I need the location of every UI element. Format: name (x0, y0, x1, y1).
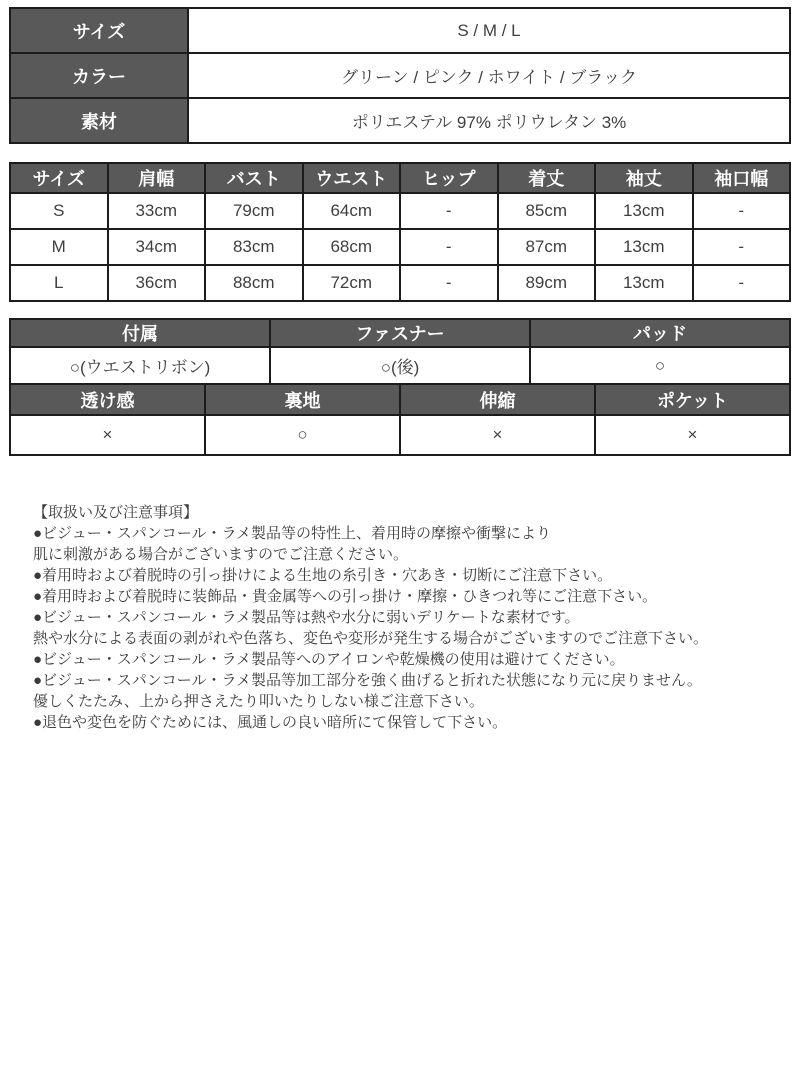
spec-row-label: 素材 (10, 98, 188, 143)
size-cell: 72cm (303, 265, 401, 301)
table-row (10, 53, 790, 98)
table-header-row (10, 319, 790, 347)
feature-header: ファスナー (270, 319, 530, 347)
care-notes (33, 502, 800, 733)
feature-header: 付属 (10, 319, 270, 347)
care-note-line: ●ビジュー・スパンコール・ラメ製品等は熱や水分に弱いデリケートな素材です。 (33, 609, 580, 626)
size-cell: 64cm (303, 193, 401, 229)
detail-value: × (400, 415, 595, 455)
table-row (10, 415, 790, 455)
spec-row-label: カラー (10, 53, 188, 98)
table-row (10, 193, 790, 229)
size-cell: - (400, 265, 498, 301)
table-row (10, 347, 790, 384)
size-cell: 13cm (595, 265, 693, 301)
detail-value: × (595, 415, 790, 455)
size-cell: 68cm (303, 229, 401, 265)
size-cell: S (10, 193, 108, 229)
size-cell: 34cm (108, 229, 206, 265)
size-cell: - (693, 193, 791, 229)
feature-value: ○(ウエストリボン) (10, 347, 270, 384)
size-chart-table (9, 162, 791, 302)
table-row (10, 98, 790, 143)
care-note-line: ●退色や変色を防ぐためには、風通しの良い暗所にて保管して下さい。 (33, 714, 508, 731)
features-table (9, 318, 791, 385)
size-cell: 36cm (108, 265, 206, 301)
care-note-line: 肌に刺激がある場合がございますのでご注意ください。 (33, 546, 409, 563)
size-cell: - (693, 265, 791, 301)
size-cell: 13cm (595, 229, 693, 265)
size-cell: 33cm (108, 193, 206, 229)
size-cell: - (693, 229, 791, 265)
size-cell: 79cm (205, 193, 303, 229)
care-note-line: ●着用時および着脱時の引っ掛けによる生地の糸引き・穴あき・切断にご注意下さい。 (33, 567, 613, 584)
care-note-line: ●着用時および着脱時に装飾品・貴金属等への引っ掛け・摩擦・ひきつれ等にご注意下さい。 (33, 588, 658, 605)
size-col-header: 着丈 (498, 163, 596, 193)
care-notes-title: 【取扱い及び注意事項】 (33, 504, 199, 521)
detail-header: ポケット (595, 384, 790, 415)
spec-row-value: グリーン / ピンク / ホワイト / ブラック (188, 53, 790, 98)
size-cell: 88cm (205, 265, 303, 301)
feature-header: パッド (530, 319, 790, 347)
size-col-header: サイズ (10, 163, 108, 193)
table-header-row (10, 384, 790, 415)
details-table (9, 383, 791, 456)
care-note-line: ●ビジュー・スパンコール・ラメ製品等の特性上、着用時の摩擦や衝撃により (33, 525, 552, 542)
size-col-header: 袖口幅 (693, 163, 791, 193)
size-col-header: 肩幅 (108, 163, 206, 193)
spec-summary-table (9, 7, 791, 144)
table-row (10, 229, 790, 265)
size-cell: 85cm (498, 193, 596, 229)
detail-header: 伸縮 (400, 384, 595, 415)
detail-value: × (10, 415, 205, 455)
detail-value: ○ (205, 415, 400, 455)
feature-value: ○(後) (270, 347, 530, 384)
size-cell: M (10, 229, 108, 265)
size-cell: 89cm (498, 265, 596, 301)
feature-value: ○ (530, 347, 790, 384)
size-col-header: 袖丈 (595, 163, 693, 193)
care-note-line: ●ビジュー・スパンコール・ラメ製品等へのアイロンや乾燥機の使用は避けてください。 (33, 651, 625, 668)
size-cell: 87cm (498, 229, 596, 265)
size-cell: 13cm (595, 193, 693, 229)
care-note-line: 優しくたたみ、上から押さえたり叩いたりしない様ご注意下さい。 (33, 693, 484, 710)
detail-header: 裏地 (205, 384, 400, 415)
table-row (10, 265, 790, 301)
table-header-row (10, 163, 790, 193)
size-cell: L (10, 265, 108, 301)
size-cell: 83cm (205, 229, 303, 265)
care-note-line: 熱や水分による表面の剥がれや色落ち、変色や変形が発生する場合がございますのでご注意下さい。 (33, 630, 709, 647)
care-note-line: ●ビジュー・スパンコール・ラメ製品等加工部分を強く曲げると折れた状態になり元に戻りません。 (33, 672, 702, 689)
detail-header: 透け感 (10, 384, 205, 415)
size-cell: - (400, 193, 498, 229)
size-col-header: バスト (205, 163, 303, 193)
size-cell: - (400, 229, 498, 265)
table-row (10, 8, 790, 53)
size-col-header: ウエスト (303, 163, 401, 193)
spec-row-label: サイズ (10, 8, 188, 53)
spec-row-value: S / M / L (188, 8, 790, 53)
size-col-header: ヒップ (400, 163, 498, 193)
spec-row-value: ポリエステル 97% ポリウレタン 3% (188, 98, 790, 143)
